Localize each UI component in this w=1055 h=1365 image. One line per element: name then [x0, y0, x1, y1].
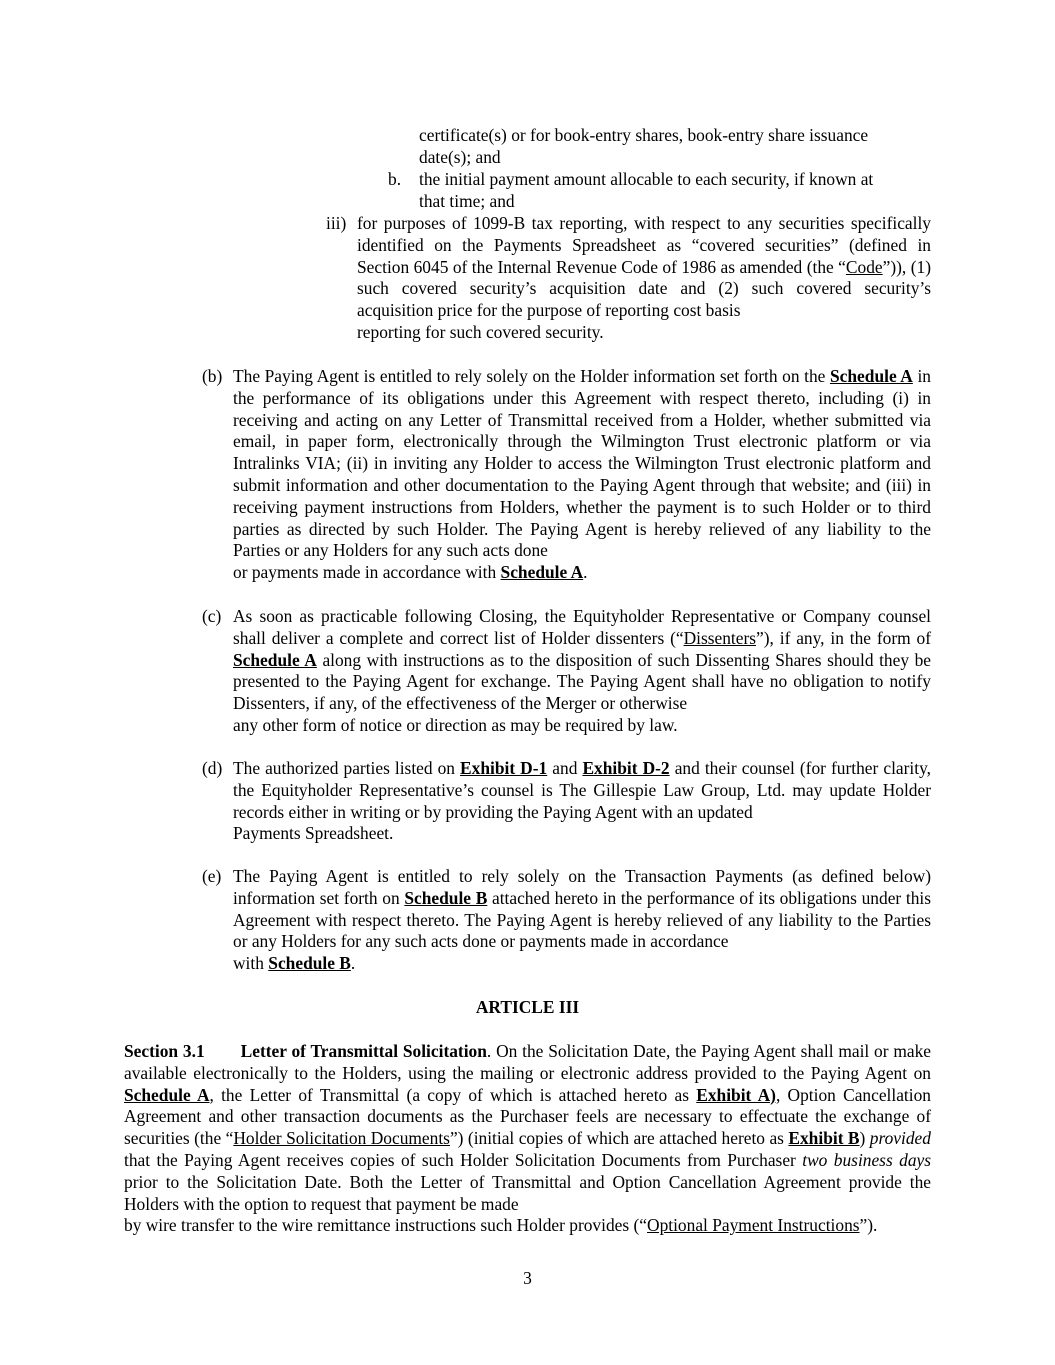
item-a-continued	[419, 125, 931, 169]
section-3-1: Section 3.1 Letter of Transmittal Solicitation. On the Solicitation Date, the Paying Agent shall mail or make available electronically to the Holders, using the mailing or electronic address provided to the Paying Agent on Schedule A, the Letter of Transmittal (a copy of which is attached hereto as Exhibit A), Option Cancellation Agreement and other transaction documents as the Purchaser feels are necessary to effectuate the exchange of securities (the “Holder Solicitation Documents”) (initial copies of which are attached hereto as Exhibit B) provided that the Paying Agent receives copies of such Holder Solicitation Documents from Purchaser two business days prior to the Solicitation Date. Both the Letter of Transmittal and Option Cancellation Agreement provide the Holders with the option to request that payment be made by wire transfer to the wire remittance instructions such Holder provides (“Optional Payment Instructions”).	[124, 1041, 932, 1236]
item-iii-label: iii)	[326, 213, 347, 233]
para-b-label: (b)	[202, 366, 223, 386]
schedule-a-ref: Schedule A	[500, 562, 584, 583]
exhibit-b-ref: Exhibit B	[788, 1128, 860, 1149]
schedule-a-ref: Schedule A	[829, 366, 913, 386]
section-heading: Letter of Transmittal Solicitation	[240, 1041, 487, 1061]
holder-solicitation-documents-term: Holder Solicitation Documents	[233, 1128, 450, 1149]
exhibit-d1-ref: Exhibit D-1	[460, 758, 548, 778]
item-b-line-1: the initial payment amount allocable to each security, if known at	[419, 169, 874, 189]
code-term: Code	[845, 256, 883, 277]
item-iii-text: for purposes of 1099-B tax reporting, with respect to any securities specifically identified on the Payments Spreadsheet as “covered securities” (defined in Section 6045 of the Internal Revenue Code of 1986 as amended (the “Code”)), (1) such covered security’s acquisition date and (2) such covered security’s acquisition price for the purpose of reporting cost basis reporting for such covered security.	[357, 213, 931, 342]
item-a-line-1: certificate(s) or for book-entry shares, book-entry share issuance	[419, 125, 869, 145]
para-b: The Paying Agent is entitled to rely solely on the Holder information set forth on the Schedule A in the performance of its obligations under this Agreement with respect thereto, including (i) in receiving and acting on any Letter of Transmittal received from a Holder, whether submitted via email, in paper form, electronically through the Wilmington Trust electronic platform or via Intralinks VIA; (ii) in inviting any Holder to access the Wilmington Trust electronic platform and submit information and other documentation to the Paying Agent through that website; and (iii) in receiving payment instructions from Holders, whether the payment is to such Holder or to third parties as directed by such Holder. The Paying Agent is hereby relieved of any liability to the Parties or any Holders for any such acts done or payments made in accordance with Schedule A.	[233, 366, 931, 583]
para-d-label: (d)	[202, 758, 223, 778]
page-number: 3	[523, 1268, 532, 1288]
exhibit-a-ref: Exhibit A)	[696, 1084, 776, 1105]
para-e-label: (e)	[202, 866, 222, 886]
schedule-b-ref: Schedule B	[268, 953, 351, 974]
schedule-a-ref: Schedule A	[124, 1084, 210, 1105]
item-a-line-2: date(s); and	[419, 146, 501, 167]
schedule-b-ref: Schedule B	[404, 887, 488, 908]
article-heading: ARTICLE III	[475, 997, 580, 1017]
item-b-line-2: that time; and	[419, 190, 515, 211]
para-d: The authorized parties listed on Exhibit D-1 and Exhibit D-2 and their counsel (for further clarity, the Equityholder Representative’s counsel is The Gillespie Law Group, Ltd. may update Holder records either in writing or by providing the Paying Agent with an updated Payments Spreadsheet.	[233, 758, 931, 844]
item-b-text	[419, 169, 931, 213]
item-b-label: b.	[388, 169, 402, 189]
para-c-label: (c)	[202, 606, 222, 626]
exhibit-d2-ref: Exhibit D-2	[582, 758, 670, 778]
para-c: As soon as practicable following Closing, the Equityholder Representative or Company counsel shall deliver a complete and correct list of Holder dissenters (“Dissenters”), if any, in the form of Schedule A along with instructions as to the disposition of such Dissenting Shares should they be presented to the Paying Agent for exchange. The Paying Agent shall have no obligation to notify Dissenters, if any, of the effectiveness of the Merger or otherwise any other form of notice or direction as may be required by law.	[233, 606, 932, 735]
para-e: The Paying Agent is entitled to rely solely on the Transaction Payments (as defined below) information set forth on Schedule B attached hereto in the performance of its obligations under this Agreement with respect thereto. The Paying Agent is hereby relieved of any liability to the Parties or any Holders for any such acts done or payments made in accordance with Schedule B.	[233, 866, 932, 974]
schedule-a-ref: Schedule A	[233, 649, 317, 670]
dissenters-term: Dissenters	[683, 627, 757, 648]
optional-payment-instructions-term: Optional Payment Instructions	[647, 1215, 860, 1236]
section-number: Section 3.1	[124, 1041, 205, 1061]
